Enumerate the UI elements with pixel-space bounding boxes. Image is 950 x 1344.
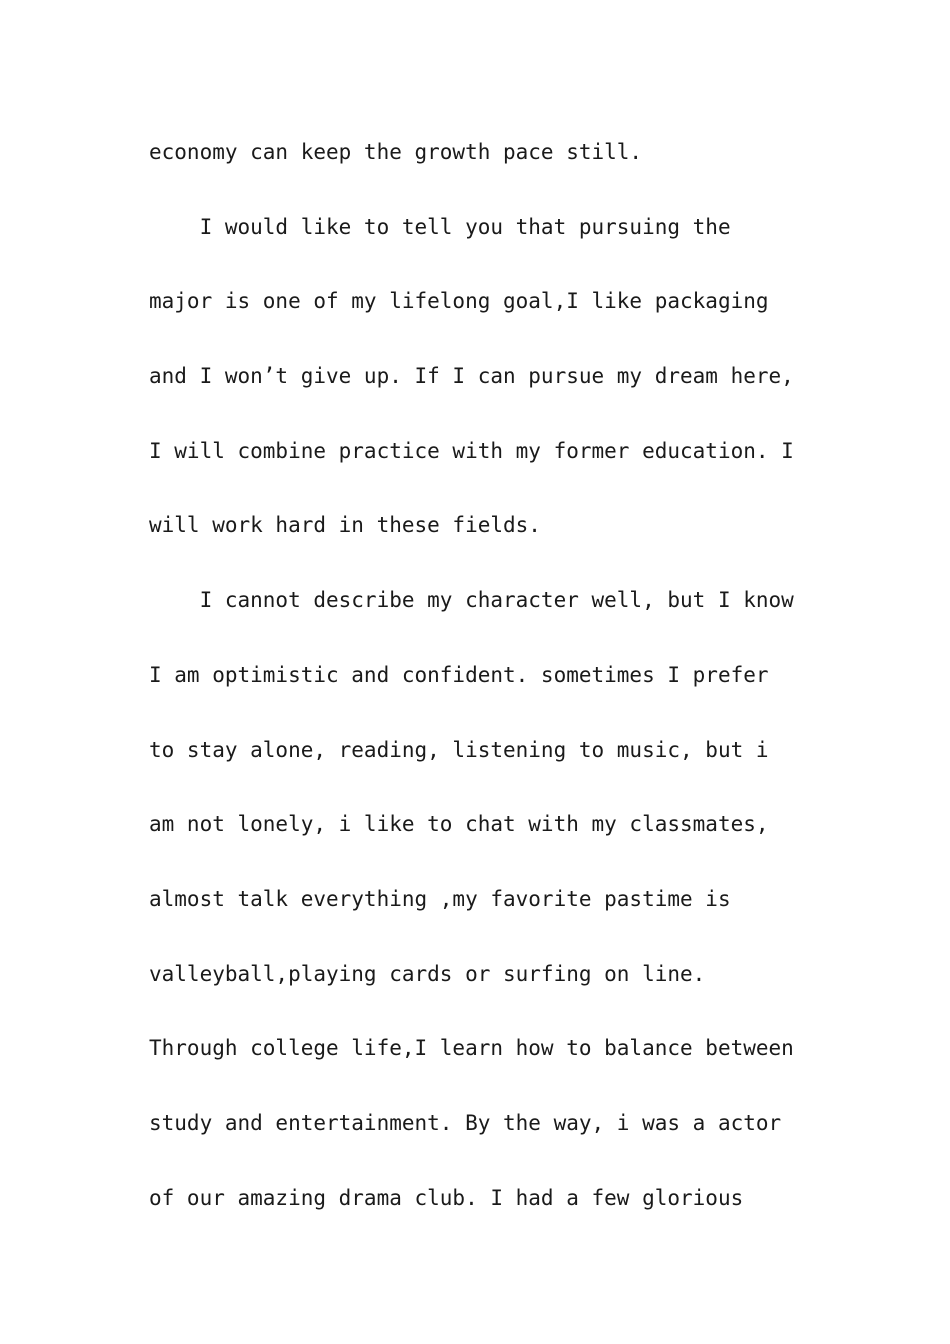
text-line-9: to stay alone, reading, listening to music, but i [149,737,769,762]
text-line-3: major is one of my lifelong goal,I like packaging [149,289,769,314]
text-line-7: I cannot describe my character well, but I know [149,588,794,613]
text-line-14: study and entertainment. By the way, i was a actor [149,1110,782,1135]
text-line-2: I would like to tell you that pursuing the [149,214,731,239]
text-line-12: valleyball,playing cards or surfing on line. [149,961,706,986]
document-body-text [149,133,809,1253]
text-line-11: almost talk everything ,my favorite pastime is [149,886,731,911]
text-line-13: Through college life,I learn how to balance between [149,1036,794,1061]
text-line-4: and I won’t give up. If I can pursue my dream here, [149,364,794,389]
text-line-5: I will combine practice with my former education. I [149,438,794,463]
text-line-8: I am optimistic and confident. sometimes I prefer [149,662,769,687]
text-line-6: will work hard in these fields. [149,513,541,538]
text-line-1: economy can keep the growth pace still. [149,140,643,164]
text-line-15: of our amazing drama club. I had a few glorious [149,1185,744,1210]
text-line-10: am not lonely, i like to chat with my classmates, [149,812,769,837]
